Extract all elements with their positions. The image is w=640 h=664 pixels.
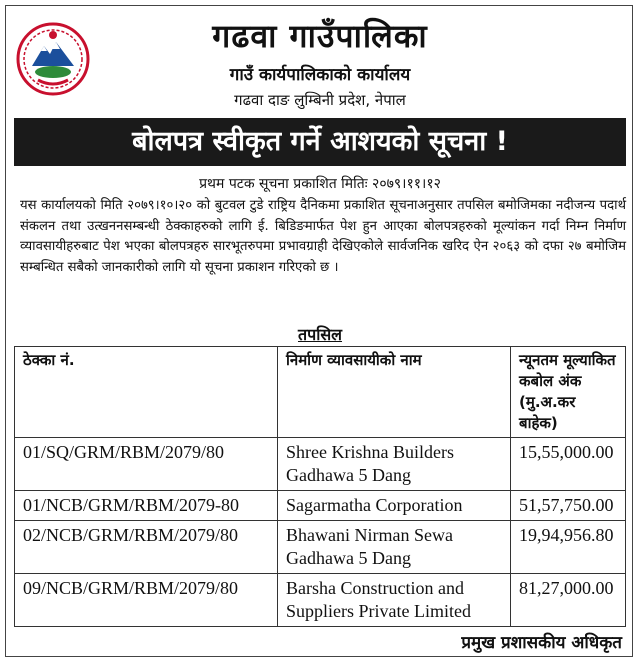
- header-bid-amount: न्यूनतम मूल्याकित कबोल अंक (मु.अ.कर बाहेक): [511, 347, 626, 438]
- table-row: [15, 521, 626, 574]
- builder-name-cell: Barsha Construction and Suppliers Private Limited: [278, 574, 511, 627]
- office-address: गढवा दाङ लुम्बिनी प्रदेश, नेपाल: [234, 91, 406, 109]
- bid-amount-cell: 81,27,000.00: [511, 574, 626, 627]
- header-builder-name: निर्माण व्यावसायीको नाम: [278, 347, 511, 438]
- first-published-date: प्रथम पटक सूचना प्रकाशित मितिः २०७९।११।१२: [199, 176, 441, 192]
- bid-amount-cell: 51,57,750.00: [511, 491, 626, 521]
- notice-banner: बोलपत्र स्वीकृत गर्ने आशयको सूचना !: [14, 118, 626, 166]
- builder-name-cell: Sagarmatha Corporation: [278, 491, 511, 521]
- contract-no-cell: 01/SQ/GRM/RBM/2079/80: [15, 438, 278, 491]
- table-row: [15, 491, 626, 521]
- table-row: [15, 438, 626, 491]
- bid-amount-cell: 19,94,956.80: [511, 521, 626, 574]
- office-subtitle: गाउँ कार्यपालिकाको कार्यालय: [229, 65, 411, 85]
- table-row: [15, 574, 626, 627]
- contract-no-cell: 02/NCB/GRM/RBM/2079/80: [15, 521, 278, 574]
- table-caption: तपसिल: [297, 325, 343, 344]
- builder-name-cell: Shree Krishna Builders Gadhawa 5 Dang: [278, 438, 511, 491]
- table-header-row: [15, 347, 626, 438]
- municipality-title: गढवा गाउँपालिका: [212, 17, 428, 55]
- builder-name-cell: Bhawani Nirman Sewa Gadhawa 5 Dang: [278, 521, 511, 574]
- bid-amount-cell: 15,55,000.00: [511, 438, 626, 491]
- notice-body: यस कार्यालयको मिति २०७९।१०।२० को बुटवल टुडे राष्ट्रिय दैनिकमा प्रकाशित सूचनाअनुसार तपसिल बमोजिमका नदीजन्य पदार्थ संकलन तथा उत्खननसम्बन्धी ठेक्काहरुको लागि ई. बिडिङमार्फत पेश हुन आएका बोलपत्रहरुको मूल्यांकन गर्दा निम्न निर्माण व्यावसायीहरुबाट पेश भएका बोलपत्रहरु सारभूतरुपमा प्रभावग्राही देखिएकोले सार्वजनिक खरिद ऐन २०६३ को दफा २७ बमोजिम सम्बन्धित सबैको जानकारीको लागि यो सूचना प्रकाशन गरिएको छ ।: [20, 198, 626, 275]
- award-table: [14, 346, 626, 627]
- contract-no-cell: 09/NCB/GRM/RBM/2079/80: [15, 574, 278, 627]
- signatory-title: प्रमुख प्रशासकीय अधिकृत: [461, 633, 622, 653]
- header-contract-no: ठेक्का नं.: [15, 347, 278, 438]
- contract-no-cell: 01/NCB/GRM/RBM/2079-80: [15, 491, 278, 521]
